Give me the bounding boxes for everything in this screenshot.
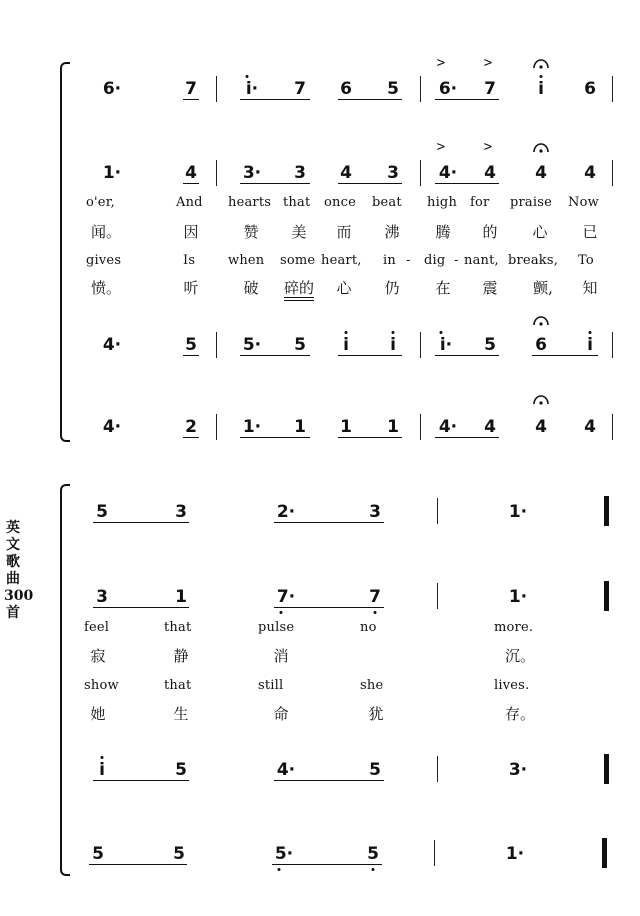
underline [240, 99, 310, 100]
barline [216, 160, 217, 186]
note: 4 [584, 417, 596, 437]
lyric-char: 因 [183, 223, 199, 241]
note: 3· [508, 760, 528, 780]
note: 1 [340, 417, 352, 437]
note: 5 [367, 844, 379, 864]
lyric-char: 在 [435, 279, 451, 297]
lyric-word: still [258, 678, 284, 693]
note: 1 [294, 417, 306, 437]
lyric-word: - [454, 253, 459, 268]
note: 3 [387, 163, 399, 183]
note: i· [245, 79, 259, 99]
lyric-char: 赞 [243, 223, 259, 241]
note: 1 [387, 417, 399, 437]
note: 3 [369, 502, 381, 522]
fermata-icon [533, 56, 549, 74]
note: 4· [438, 417, 458, 437]
note: 5 [185, 335, 197, 355]
lyric-char: 震 [482, 279, 498, 297]
system2-brace [60, 484, 70, 876]
underline [435, 99, 499, 100]
underline [272, 864, 382, 865]
high-dot [345, 331, 348, 334]
note: 4· [438, 163, 458, 183]
underline [435, 355, 499, 356]
lyric-char: 听 [183, 279, 199, 297]
note: 6 [340, 79, 352, 99]
high-dot [392, 331, 395, 334]
note: 5 [175, 760, 187, 780]
underline [435, 437, 499, 438]
barline [420, 332, 421, 358]
barline [434, 840, 435, 866]
note: 6· [102, 79, 122, 99]
note: 4· [276, 760, 296, 780]
note: i· [439, 335, 453, 355]
lyric-word: dig [424, 253, 446, 268]
note: 5 [484, 335, 496, 355]
note: 7 [484, 79, 496, 99]
note: i [343, 335, 349, 355]
note: 4 [584, 163, 596, 183]
lyric-word: praise [510, 195, 553, 210]
note: 3 [294, 163, 306, 183]
note: 4· [102, 335, 122, 355]
note: 1· [508, 502, 528, 522]
lyric-word: show [84, 678, 119, 693]
barline [420, 76, 421, 102]
lyric-word: beat [372, 195, 402, 210]
lyric-char: 腾 [435, 223, 451, 241]
note: 1· [242, 417, 262, 437]
lyric-char: 而 [336, 223, 352, 241]
low-dot [374, 611, 377, 614]
note: 3· [242, 163, 262, 183]
barline [420, 414, 421, 440]
note: 7 [185, 79, 197, 99]
lyric-char: 仍 [384, 279, 400, 297]
high-dot [101, 756, 104, 759]
lyric-char: 存。 [504, 705, 536, 723]
lyric-char: 闻。 [90, 223, 122, 241]
double-underline [284, 297, 314, 298]
lyric-word: nant, [464, 253, 499, 268]
note: 3 [96, 587, 108, 607]
note: 4· [102, 417, 122, 437]
double-underline [284, 300, 314, 301]
lyric-word: once [324, 195, 356, 210]
note: 4 [484, 417, 496, 437]
barline [612, 332, 613, 358]
underline [89, 864, 187, 865]
note: 4 [185, 163, 197, 183]
lyric-word: breaks, [508, 253, 559, 268]
note: i [99, 760, 105, 780]
lyric-char: 心 [532, 223, 548, 241]
lyric-word: in [383, 253, 396, 268]
note: 5· [242, 335, 262, 355]
note: 5 [92, 844, 104, 864]
note: i [587, 335, 593, 355]
lyric-char: 消 [273, 647, 289, 665]
note: 3 [175, 502, 187, 522]
lyric-word: feel [84, 620, 110, 635]
accent-mark: > [483, 139, 493, 155]
underline [240, 183, 310, 184]
lyric-char: 颤, [533, 279, 553, 297]
lyric-word: more. [494, 620, 534, 635]
underline [338, 99, 402, 100]
note: 1· [102, 163, 122, 183]
lyric-char: 愤。 [90, 279, 122, 297]
lyric-word: lives. [494, 678, 530, 693]
barline [216, 76, 217, 102]
underline [183, 437, 199, 438]
lyric-word: high [427, 195, 458, 210]
underline [93, 780, 189, 781]
final-barline [602, 838, 607, 868]
fermata-icon [533, 313, 549, 331]
lyric-word: hearts [228, 195, 272, 210]
lyric-char: 她 [90, 705, 106, 723]
note: 1 [175, 587, 187, 607]
final-barline [604, 496, 609, 526]
underline [435, 183, 499, 184]
lyric-word: And [176, 195, 203, 210]
note: 1· [505, 844, 525, 864]
final-barline [604, 581, 609, 611]
lyric-word: for [470, 195, 490, 210]
lyric-word: - [406, 253, 411, 268]
underline [338, 183, 402, 184]
fermata-icon [533, 140, 549, 158]
lyric-char: 命 [273, 705, 289, 723]
lyric-char: 已 [582, 223, 598, 241]
note: 6· [438, 79, 458, 99]
underline [274, 780, 384, 781]
accent-mark: > [483, 55, 493, 71]
lyric-word: Is [183, 253, 196, 268]
system1-brace [60, 62, 70, 442]
underline [183, 355, 199, 356]
lyric-word: that [283, 195, 311, 210]
note: 6 [584, 79, 596, 99]
note: 2· [276, 502, 296, 522]
lyric-word: To [578, 253, 594, 268]
high-dot [440, 331, 443, 334]
low-dot [372, 868, 375, 871]
lyric-char: 的 [482, 223, 498, 241]
lyric-word: pulse [258, 620, 295, 635]
lyric-word: some [280, 253, 316, 268]
note: 2 [185, 417, 197, 437]
note: 5 [294, 335, 306, 355]
note: 7 [369, 587, 381, 607]
note: 4 [484, 163, 496, 183]
lyric-char: 碎的 [283, 279, 315, 297]
low-dot [280, 611, 283, 614]
barline [612, 414, 613, 440]
note: 1· [508, 587, 528, 607]
lyric-word: no [360, 620, 377, 635]
lyric-char: 知 [582, 279, 598, 297]
note: 5· [274, 844, 294, 864]
underline [183, 183, 199, 184]
lyric-word: gives [86, 253, 122, 268]
lyric-word: that [164, 620, 192, 635]
barline [612, 76, 613, 102]
barline [612, 160, 613, 186]
high-dot [540, 75, 543, 78]
barline [216, 332, 217, 358]
underline [274, 607, 384, 608]
lyric-word: Now [568, 195, 599, 210]
underline [183, 99, 199, 100]
underline [240, 437, 310, 438]
final-barline [604, 754, 609, 784]
low-dot [278, 868, 281, 871]
lyric-word: heart, [321, 253, 362, 268]
lyric-char: 生 [173, 705, 189, 723]
note: 4 [535, 417, 547, 437]
barline [437, 756, 438, 782]
note: 5 [173, 844, 185, 864]
lyric-char: 静 [173, 647, 189, 665]
underline [338, 437, 402, 438]
high-dot [246, 75, 249, 78]
accent-mark: > [436, 55, 446, 71]
high-dot [589, 331, 592, 334]
note: i [390, 335, 396, 355]
underline [93, 607, 189, 608]
lyric-word: she [360, 678, 384, 693]
note: 5 [96, 502, 108, 522]
underline [338, 355, 402, 356]
lyric-char: 美 [291, 223, 307, 241]
underline [274, 522, 384, 523]
barline [437, 498, 438, 524]
note: 5 [369, 760, 381, 780]
fermata-icon [533, 392, 549, 410]
lyric-char: 破 [243, 279, 259, 297]
side-book-title: 英文歌曲300首 [4, 520, 34, 621]
lyric-char: 沉。 [504, 647, 536, 665]
underline [532, 355, 598, 356]
accent-mark: > [436, 139, 446, 155]
note: 7· [276, 587, 296, 607]
lyric-char: 心 [336, 279, 352, 297]
lyric-word: o'er, [86, 195, 116, 210]
lyric-char: 寂 [90, 647, 106, 665]
lyric-char: 沸 [384, 223, 400, 241]
underline [240, 355, 310, 356]
note: 6 [535, 335, 547, 355]
barline [420, 160, 421, 186]
lyric-char: 犹 [368, 705, 384, 723]
note: 4 [535, 163, 547, 183]
lyric-word: that [164, 678, 192, 693]
lyric-word: when [228, 253, 265, 268]
underline [93, 522, 189, 523]
barline [216, 414, 217, 440]
note: 5 [387, 79, 399, 99]
note: 7 [294, 79, 306, 99]
note: i [538, 79, 544, 99]
note: 4 [340, 163, 352, 183]
barline [437, 583, 438, 609]
